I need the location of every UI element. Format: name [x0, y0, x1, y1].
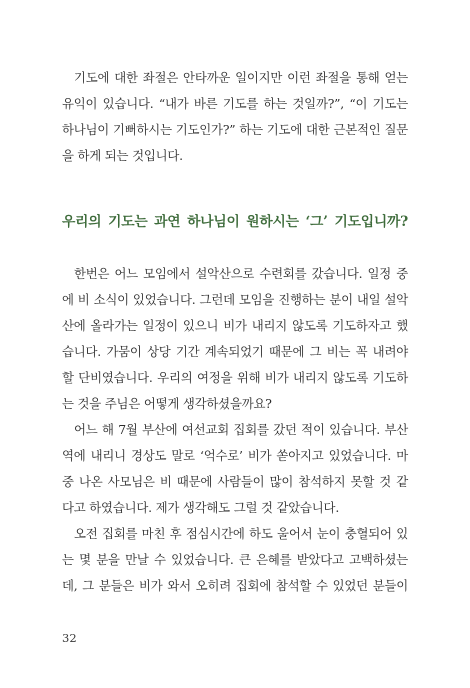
paragraph-3-line-3: 중 나온 사모님은 비 때문에 사람들이 많이 참석하지 못할 것 같	[62, 474, 408, 489]
paragraph-2-line-1: 한번은 어느 모임에서 설악산으로 수련회를 갔습니다. 일정 중	[74, 266, 408, 281]
paragraph-2-line-2: 에 비 소식이 있었습니다. 그런데 모임을 진행하는 분이 내일 설악	[62, 292, 408, 307]
paragraph-2-line-5: 할 단비였습니다. 우리의 여정을 위해 비가 내리지 않도록 기도하	[62, 370, 408, 385]
paragraph-1-line-1: 기도에 대한 좌절은 안타까운 일이지만 이런 좌절을 통해 얻는	[74, 70, 408, 85]
paragraph-4-line-1: 오전 집회를 마친 후 점심시간에 하도 울어서 눈이 충혈되어 있	[74, 526, 408, 541]
paragraph-4-line-2: 는 몇 분을 만날 수 있었습니다. 큰 은혜를 받았다고 고백하셨는	[62, 552, 408, 567]
paragraph-3-line-4: 다고 하였습니다. 제가 생각해도 그럴 것 같았습니다.	[62, 500, 340, 515]
paragraph-4-line-3: 데, 그 분들은 비가 와서 오히려 집회에 참석할 수 있었던 분들이	[62, 578, 408, 593]
paragraph-1-line-2: 유익이 있습니다. “내가 바른 기도를 하는 것일까?”, “이 기도는	[62, 96, 408, 111]
paragraph-2-line-4: 습니다. 가뭄이 상당 기간 계속되었기 때문에 그 비는 꼭 내려야	[62, 344, 408, 359]
paragraph-1-line-4: 을 하게 되는 것입니다.	[62, 148, 183, 163]
paragraph-2-line-6: 는 것을 주님은 어떻게 생각하셨을까요?	[62, 396, 272, 411]
page-number: 32	[62, 631, 77, 645]
section-heading: 우리의 기도는 과연 하나님이 원하시는 ‘그’ 기도입니까?	[62, 214, 408, 230]
paragraph-3-line-2: 역에 내리니 경상도 말로 ‘억수로’ 비가 쏟아지고 있었습니다. 마	[62, 448, 408, 463]
paragraph-1-line-3: 하나님이 기뻐하시는 기도인가?” 하는 기도에 대한 근본적인 질문	[62, 122, 408, 137]
paragraph-3-line-1: 어느 해 7월 부산에 여선교회 집회를 갔던 적이 있습니다. 부산	[74, 422, 408, 437]
paragraph-2-line-3: 산에 올라가는 일정이 있으니 비가 내리지 않도록 기도하자고 했	[62, 318, 408, 333]
